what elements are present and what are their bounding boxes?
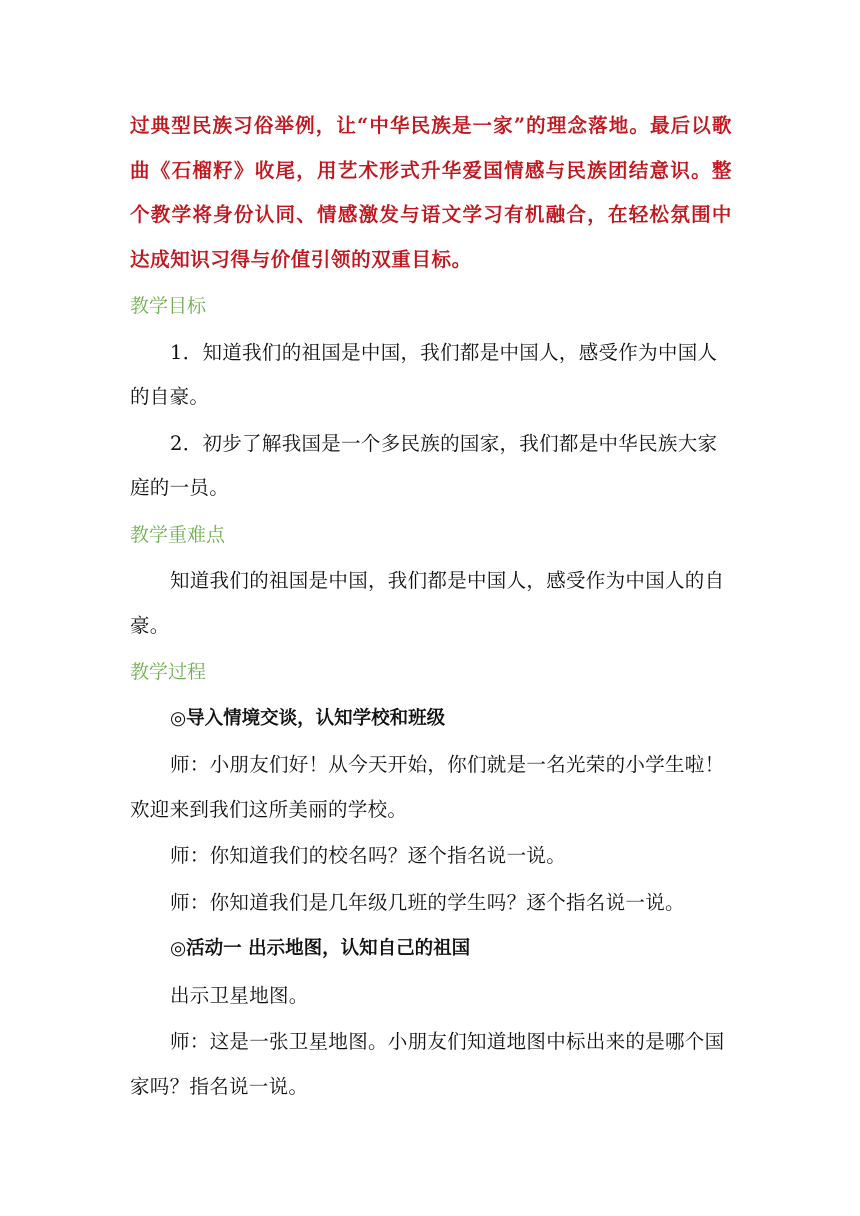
step-title-activity-1: ◎活动一 出示地图，认知自己的祖国 xyxy=(170,938,471,959)
dialogue-line: 出示卫星地图。 xyxy=(170,983,309,1007)
dialogue-line: 师：你知道我们的校名吗？逐个指名说一说。 xyxy=(170,844,567,867)
heading-teaching-process: 教学过程 xyxy=(130,661,207,683)
dialogue-line: 师：小朋友们好！从今天开始，你们就是一名光荣的小学生啦！欢迎来到我们这所美丽的学校。 xyxy=(130,753,725,821)
step-title-intro: ◎导入情境交谈，认知学校和班级 xyxy=(170,707,446,729)
dialogue-line: 师：这是一张卫星地图。小朋友们知道地图中标出来的是哪个国家吗？指名说一说。 xyxy=(130,1030,725,1098)
heading-key-points: 教学重难点 xyxy=(130,523,226,546)
heading-teaching-goals: 教学目标 xyxy=(130,295,207,317)
goal-item-2: 2．初步了解我国是一个多民族的国家，我们都是中华民族大家庭的一员。 xyxy=(130,431,718,499)
dialogue-line: 师：你知道我们是几年级几班的学生吗？逐个指名说一说。 xyxy=(170,890,685,914)
intro-paragraph: 过典型民族习俗举例，让“中华民族是一家”的理念落地。最后以歌曲《石榴籽》收尾，用艺术形式升华爱国情感与民族团结意识。整个教学将身份认同、情感激发与语文学习有机融合，在轻松氛围中达成知识习得与价值引领的双重目标。 xyxy=(130,114,732,271)
key-points-text: 知道我们的祖国是中国，我们都是中国人，感受作为中国人的自豪。 xyxy=(130,569,725,637)
goal-item-1: 1．知道我们的祖国是中国，我们都是中国人，感受作为中国人的自豪。 xyxy=(130,340,718,408)
document-body xyxy=(130,104,732,1111)
